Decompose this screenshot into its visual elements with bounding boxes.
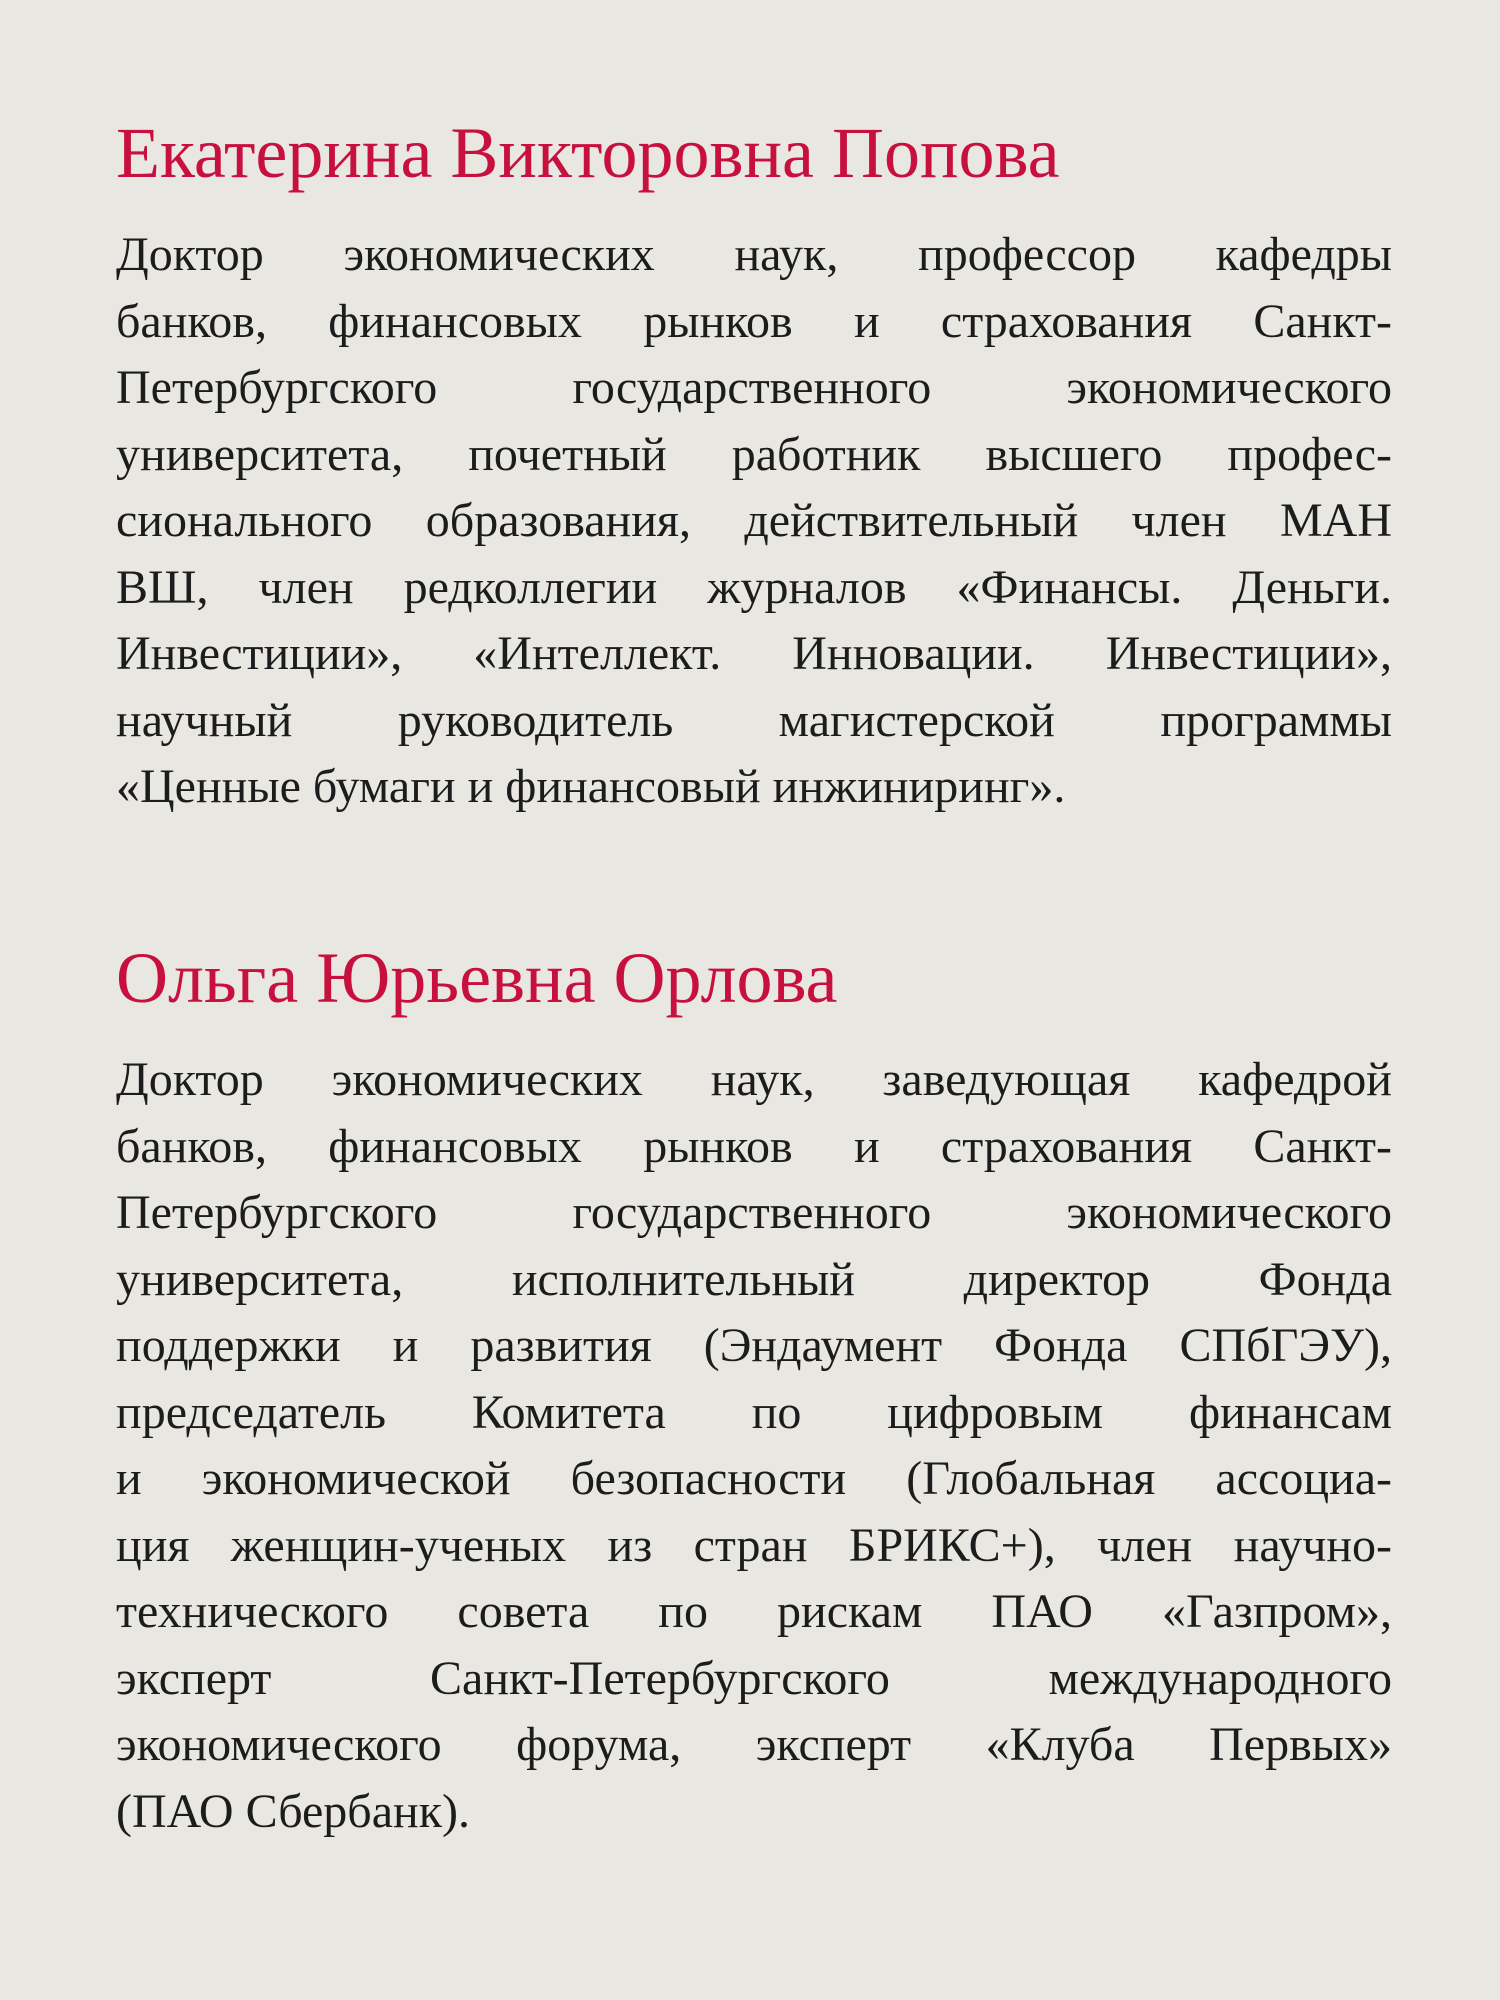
bio-line: Петербургского государственного экономического <box>116 361 1392 414</box>
bio-line: председатель Комитета по цифровым финансам <box>116 1385 1392 1439</box>
bio-line: университета, почетный работник высшего профес- <box>116 427 1392 481</box>
bio-line: экономического форума, эксперт «Клуба Первых» <box>116 1718 1392 1771</box>
person-name: Ольга Юрьевна Орлова <box>116 938 838 1018</box>
bio-line: поддержки и развития (Эндаумент Фонда СПбГЭУ), <box>116 1319 1392 1372</box>
bio-line: эксперт Санкт-Петербургского международного <box>116 1651 1392 1705</box>
bio-line: Доктор экономических наук, профессор кафедры <box>116 228 1392 281</box>
bio-text <box>116 222 1392 821</box>
bio-section-popova <box>116 100 1392 821</box>
bio-line: Петербургского государственного экономического <box>116 1186 1392 1239</box>
bio-line: ция женщин-ученых из стран БРИКС+), член научно- <box>116 1518 1392 1572</box>
bio-line: «Ценные бумаги и финансовый инжиниринг». <box>116 760 1066 813</box>
bio-line: и экономической безопасности (Глобальная ассоциа- <box>116 1452 1392 1505</box>
bio-line: технического совета по рискам ПАО «Газпром», <box>116 1585 1392 1638</box>
bio-line: (ПАО Сбербанк). <box>116 1784 470 1838</box>
bio-text <box>116 1047 1392 1845</box>
bio-line: банков, финансовых рынков и страхования Санкт- <box>116 1119 1392 1173</box>
bio-section-orlova <box>116 925 1392 1845</box>
bio-line: ВШ, член редколлегии журналов «Финансы. Деньги. <box>116 560 1392 614</box>
person-name: Екатерина Викторовна Попова <box>116 113 1060 193</box>
bio-line: научный руководитель магистерской программы <box>116 693 1392 747</box>
bio-line: Инвестиции», «Интеллект. Инновации. Инвестиции», <box>116 627 1392 680</box>
bio-line: университета, исполнительный директор Фонда <box>116 1252 1392 1306</box>
bio-line: Доктор экономических наук, заведующая кафедрой <box>116 1053 1392 1106</box>
bio-line: банков, финансовых рынков и страхования Санкт- <box>116 294 1392 348</box>
bio-line: сионального образования, действительный член МАН <box>116 494 1392 547</box>
